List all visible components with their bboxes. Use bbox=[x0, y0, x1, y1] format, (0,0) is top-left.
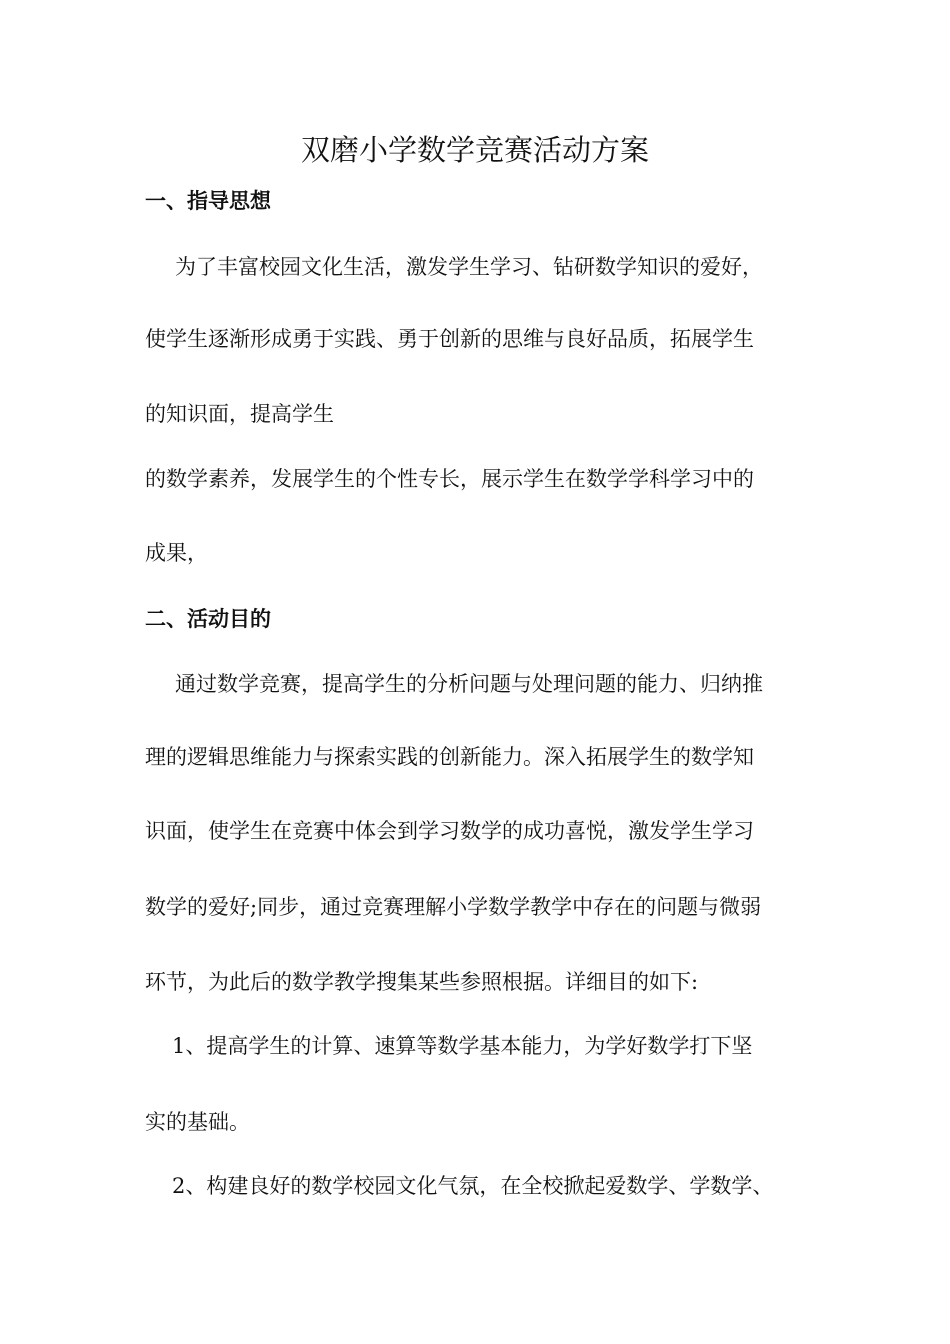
paragraph-line: 为了丰富校园文化生活，激发学生学习、钻研数学知识的爱好， bbox=[175, 255, 763, 279]
section-heading-guiding-ideology: 一、指导思想 bbox=[145, 189, 271, 213]
paragraph-line: 的数学素养，发展学生的个性专长，展示学生在数学学科学习中的 bbox=[145, 467, 754, 491]
paragraph-line: 环节，为此后的数学教学搜集某些参照根据。详细目的如下: bbox=[145, 970, 699, 994]
list-item-line: 2、构建良好的数学校园文化气氛，在全校掀起爱数学、学数学、 bbox=[172, 1174, 774, 1198]
paragraph-line: 理的逻辑思维能力与探索实践的创新能力。深入拓展学生的数学知 bbox=[145, 745, 754, 769]
paragraph-line: 成果， bbox=[145, 541, 208, 565]
list-item-line: 1、提高学生的计算、速算等数学基本能力，为学好数学打下坚 bbox=[172, 1034, 753, 1058]
paragraph-line: 的知识面，提高学生 bbox=[145, 402, 334, 426]
paragraph-line: 实的基础。 bbox=[145, 1110, 250, 1134]
paragraph-line: 通过数学竞赛，提高学生的分析问题与处理问题的能力、归纳推 bbox=[175, 672, 763, 696]
paragraph-line: 识面，使学生在竞赛中体会到学习数学的成功喜悦，激发学生学习 bbox=[145, 819, 754, 843]
paragraph-line: 使学生逐渐形成勇于实践、勇于创新的思维与良好品质，拓展学生 bbox=[145, 327, 754, 351]
document-title: 双磨小学数学竞赛活动方案 bbox=[300, 133, 649, 167]
paragraph-line: 数学的爱好;同步，通过竞赛理解小学数学教学中存在的问题与微弱 bbox=[145, 895, 762, 919]
section-heading-activity-purpose: 二、活动目的 bbox=[145, 607, 271, 631]
